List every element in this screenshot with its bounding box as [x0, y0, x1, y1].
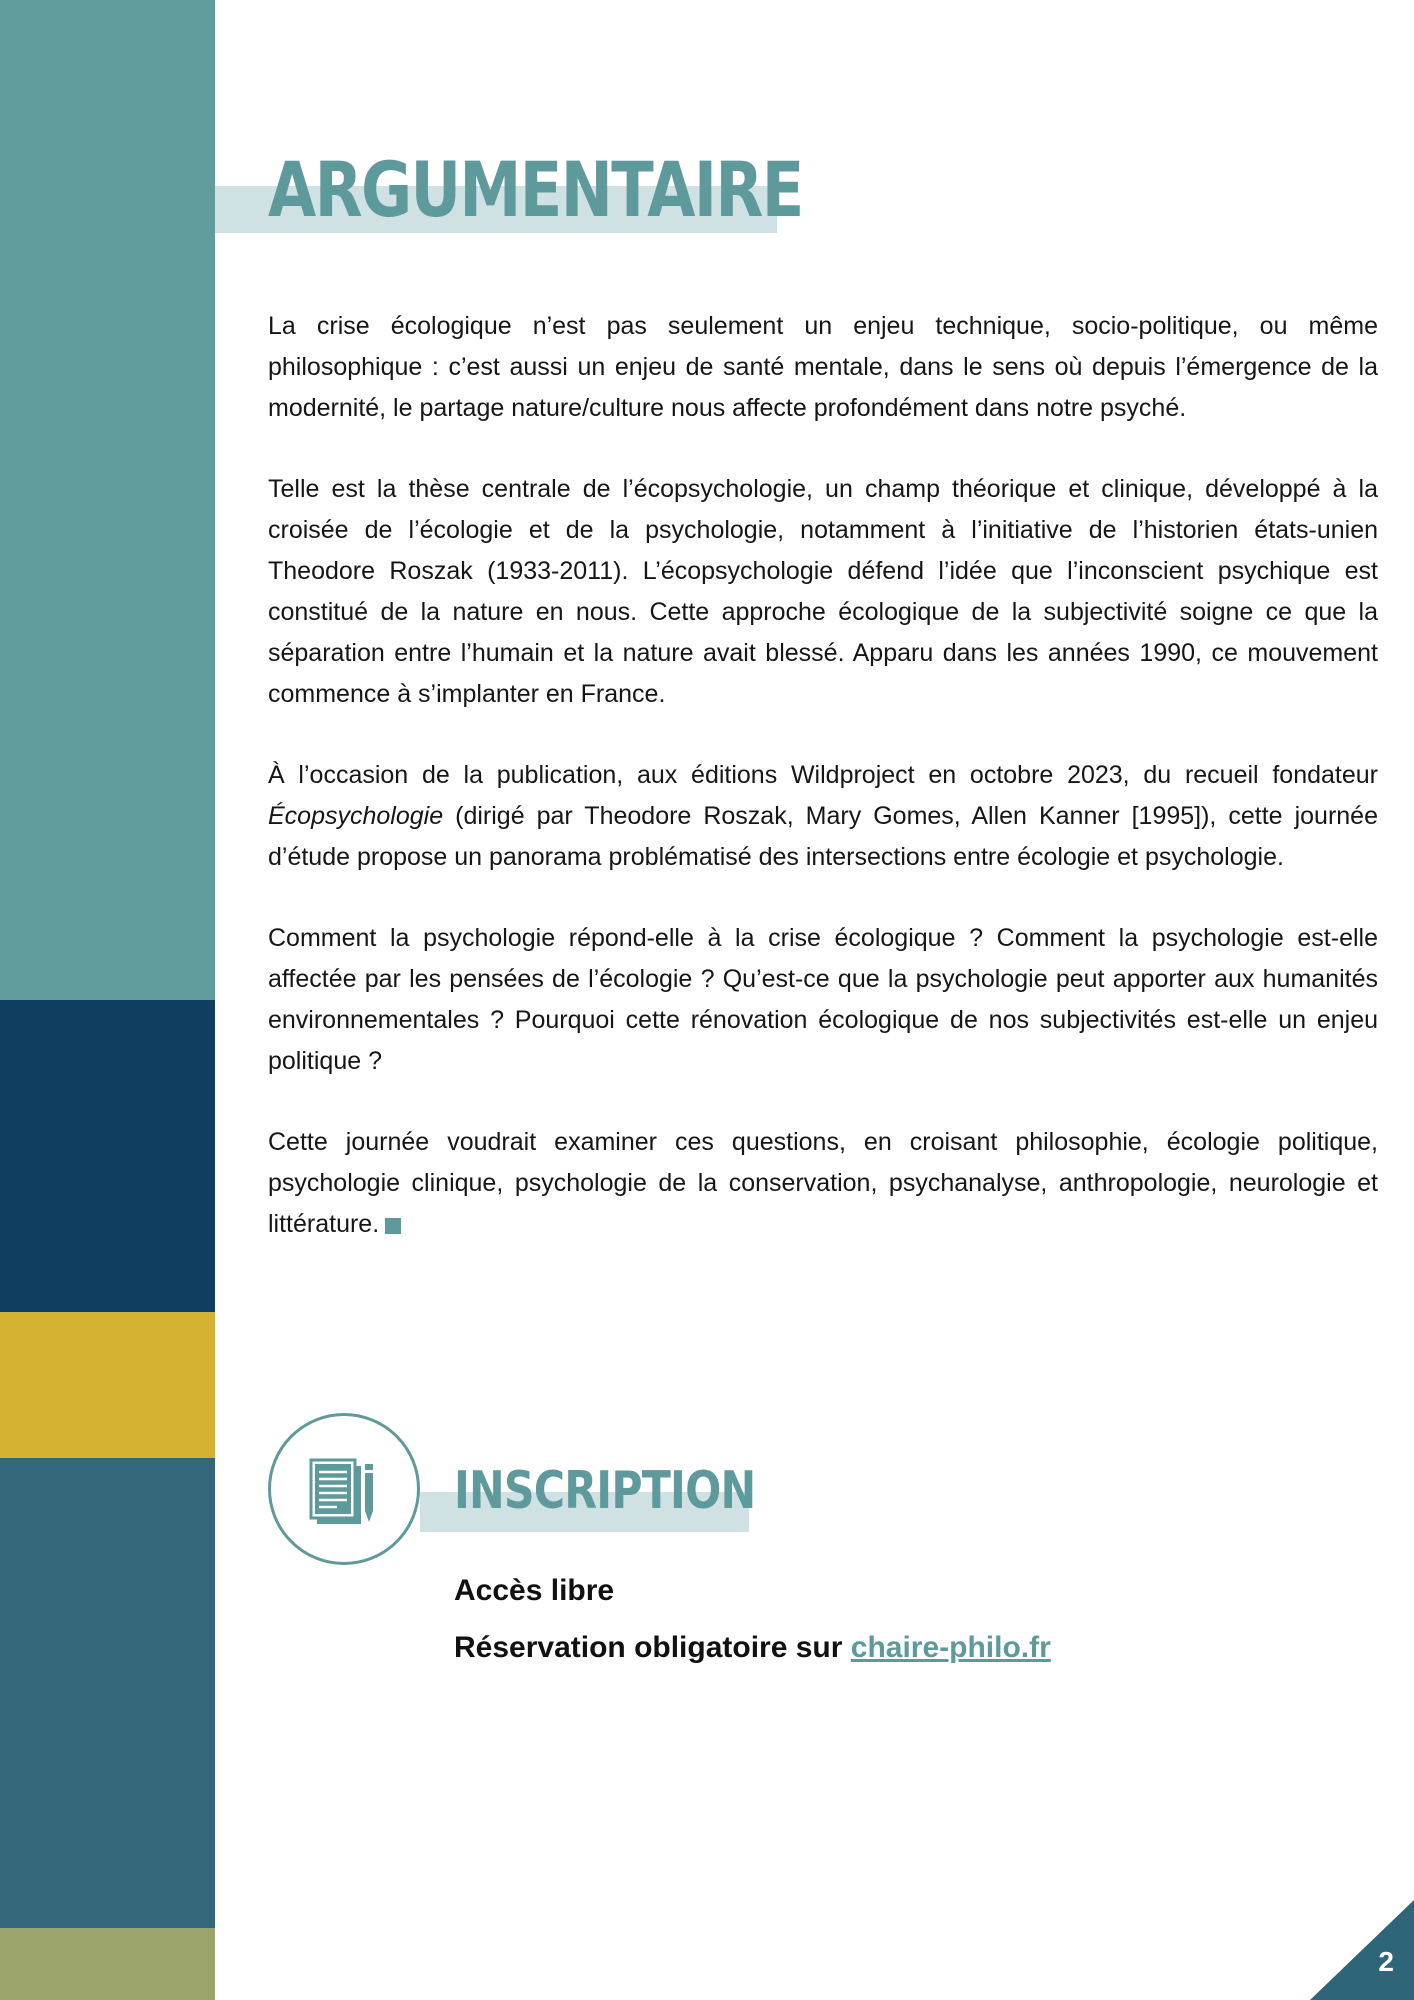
- page-title-block: [215, 140, 803, 240]
- paragraph-4: Comment la psychologie répond-elle à la crise écologique ? Comment la psychologie est-elle affectée par les pensées de l’écologie ? Qu’est-ce que la psychologie peut apporter aux humanités environnementales ? Pourquoi cette rénovation écologique de nos subjectivités est-elle un enjeu politique ?: [268, 924, 1378, 1075]
- access-text: Accès libre: [454, 1574, 615, 1607]
- sidebar-color-bands: [0, 0, 215, 2000]
- argument-text: [268, 306, 1378, 1285]
- paragraph-1: La crise écologique n’est pas seulement un enjeu technique, socio-politique, ou même philosophique : c’est aussi un enjeu de santé mentale, dans le sens où depuis l’émergence de la modernité, le partage nature/culture nous affecte profondément dans notre psyché.: [268, 312, 1378, 422]
- sidebar-band-olive: [0, 1928, 215, 2000]
- sidebar-band-navy: [0, 1000, 215, 1312]
- paragraph-3: [268, 755, 1378, 878]
- sidebar-band-gold: [0, 1312, 215, 1458]
- reservation-link[interactable]: chaire-philo.fr: [850, 1631, 1051, 1664]
- page-title: ARGUMENTAIRE: [268, 145, 803, 234]
- sidebar-band-teal: [0, 0, 215, 1000]
- end-mark-square: [385, 1218, 401, 1234]
- paragraph-3-end: (dirigé par Theodore Roszak, Mary Gomes, Allen Kanner [1995]), cette journée d’étude propose un panorama problématisé des intersections entre écologie et psychologie.: [268, 802, 1378, 871]
- document-pencil-icon-svg: [307, 1454, 387, 1534]
- paragraph-5-text: Cette journée voudrait examiner ces questions, en croisant philosophie, écologie politique, psychologie clinique, psychologie de la conservation, psychanalyse, anthropologie, neurologie et littérature.: [268, 1128, 1378, 1238]
- page-number: 2: [1378, 1946, 1394, 1977]
- reservation-prefix: Réservation obligatoire sur: [454, 1631, 851, 1664]
- sidebar-band-slate: [0, 1458, 215, 1928]
- inscription-title: INSCRIPTION: [454, 1461, 756, 1521]
- reservation-text: [454, 1628, 1051, 1668]
- paragraph-3-start: À l’occasion de la publication, aux éditions Wildproject en octobre 2023, du recueil fondateur: [268, 761, 1378, 789]
- document-pencil-icon: [268, 1413, 420, 1565]
- paragraph-5: [268, 1122, 1378, 1245]
- page-corner-triangle: [1310, 1900, 1414, 2000]
- book-title: Écopsychologie: [268, 802, 444, 830]
- paragraph-2: Telle est la thèse centrale de l’écopsychologie, un champ théorique et clinique, développé à la croisée de l’écologie et de la psychologie, notamment à l’initiative de l’historien états-unien Theodore Roszak (1933-2011). L’écopsychologie défend l’idée que l’inconscient psychique est constitué de la nature en nous. Cette approche écologique de la subjectivité soigne ce que la séparation entre l’humain et la nature avait blessé. Apparu dans les années 1990, ce mouvement commence à s’implanter en France.: [268, 475, 1378, 708]
